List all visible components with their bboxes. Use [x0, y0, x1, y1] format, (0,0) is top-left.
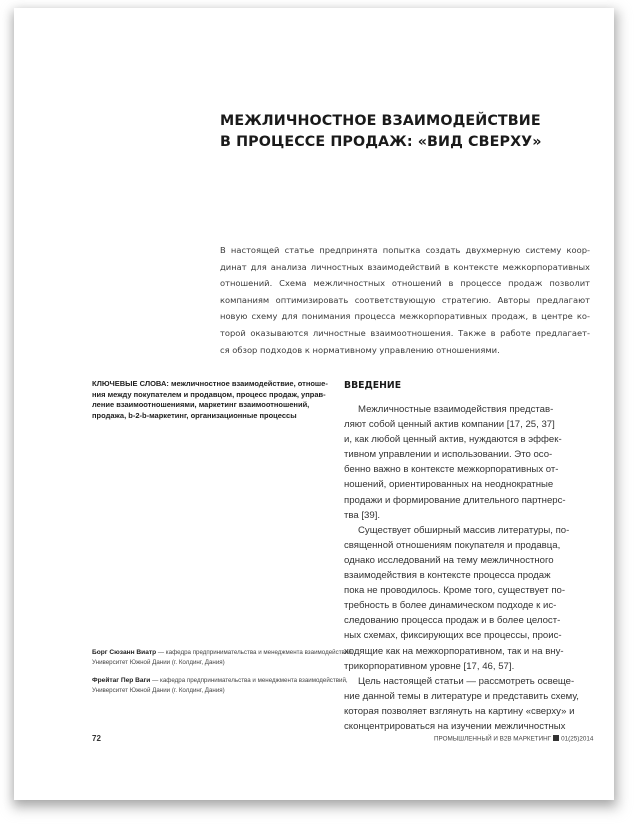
abstract-line: отношений. Схема межличностных отношений в процессе продаж позволит [220, 278, 590, 289]
author-affiliation-line [92, 676, 348, 686]
journal-page [14, 8, 614, 800]
author-university: Университет Южной Дании (г. Колдинг, Дания) [92, 659, 225, 666]
body-line: следованию процесса продаж и в более целост- [344, 615, 561, 627]
article-title-line: В ПРОЦЕССЕ ПРОДАЖ: «ВИД СВЕРХУ» [220, 134, 542, 150]
abstract-line: новую схему для понимания процесса межкорпоративных продаж, в центре ко- [220, 311, 590, 322]
author-university: Университет Южной Дании (г. Колдинг, Дания) [92, 687, 225, 694]
body-line: взаимодействия в контексте процесса продаж [344, 570, 551, 582]
section-heading-introduction: ВВЕДЕНИЕ [344, 380, 402, 391]
abstract-line: торой оказываются личностные взаимоотношения. Также в работе предлагает- [220, 327, 590, 338]
body-line: ходящие как на межкорпоративном, так и на вну- [344, 645, 564, 657]
keywords-block [92, 379, 328, 421]
abstract-line: динат для анализа личностных взаимодействий в контексте межкорпоративных [220, 261, 590, 272]
keywords-line: продажа, b-2-b-маркетинг, организационные процессы [92, 410, 297, 420]
body-line: тивном управлении и использовании. Это осо- [344, 449, 553, 461]
author-department: — кафедра предпринимательства и менеджмента взаимодействий, [156, 649, 354, 656]
author-department: — кафедра предпринимательства и менеджмента взаимодействий, [150, 677, 348, 684]
journal-name: ПРОМЫШЛЕННЫЙ И В2В МАРКЕТИНГ [434, 735, 552, 743]
article-abstract [220, 242, 590, 358]
body-line: тва [39]. [344, 509, 381, 521]
abstract-line: ся обзор подходов к нормативному управлению отношениями. [220, 344, 500, 355]
body-line: и, как любой ценный актив, нуждаются в эффек- [344, 434, 562, 446]
author-name: Борг Сюзанн Виатр [92, 649, 157, 656]
keywords-line: КЛЮЧЕВЫЕ СЛОВА: межличностное взаимодействие, отноше- [92, 379, 328, 388]
keywords-line: ление взаимоотношениями, маркетинг взаимоотношений, [92, 400, 310, 410]
abstract-line: компаниям оптимизировать соответствующую стратегию. Авторы предлагают [220, 294, 590, 305]
introduction-body [344, 402, 590, 734]
page-number: 72 [92, 734, 101, 743]
body-line: пока не проводилось. Кроме того, существует по- [344, 585, 566, 597]
abstract-line: В настоящей статье предпринята попытка создать двухмерную систему коор- [220, 245, 590, 255]
body-line: трикорпоративном уровне [17, 46, 57]. [344, 660, 515, 672]
keywords-line: ния между покупателем и продавцом, процесс продаж, управ- [92, 389, 326, 399]
square-separator-icon [553, 735, 559, 741]
body-line: ляют собой ценный актив компании [17, 25, 37] [344, 419, 555, 431]
body-line: ношений, ориентированных на неоднократные [344, 479, 554, 491]
body-line: сконцентрироваться на изучении межличностных [344, 720, 566, 732]
journal-footer [434, 735, 594, 743]
body-line: которая позволяет взглянуть на картину «сверху» и [344, 705, 575, 717]
body-line: бенно важно в контексте межкорпоративных от- [344, 464, 559, 476]
article-title-line: МЕЖЛИЧНОСТНОЕ ВЗАИМОДЕЙСТВИЕ [220, 113, 541, 129]
body-line: однако исследований на тему межличностного [344, 554, 554, 566]
article-title [220, 111, 550, 153]
body-line: Существует обширный массив литературы, по- [358, 524, 570, 536]
journal-issue: 01(25)2014 [561, 735, 594, 743]
author-affiliation [92, 648, 354, 668]
author-affiliation-line [92, 648, 354, 658]
body-line: священной отношениям покупателя и продавца, [344, 539, 561, 551]
body-line: ных схемах, фиксирующих все процессы, проис- [344, 630, 562, 642]
body-line: Межличностные взаимодействия представ- [358, 404, 554, 415]
body-line: требность в более динамическом подходе к ис- [344, 600, 557, 612]
body-line: ние данной темы в литературе и представить схему, [344, 690, 579, 702]
body-line: Цель настоящей статьи — рассмотреть освеще- [358, 675, 575, 687]
author-name: Фрейтаг Пер Ваги [92, 677, 151, 684]
body-line: продажи и формирование длительного партнерс- [344, 494, 566, 506]
author-affiliation [92, 676, 348, 696]
